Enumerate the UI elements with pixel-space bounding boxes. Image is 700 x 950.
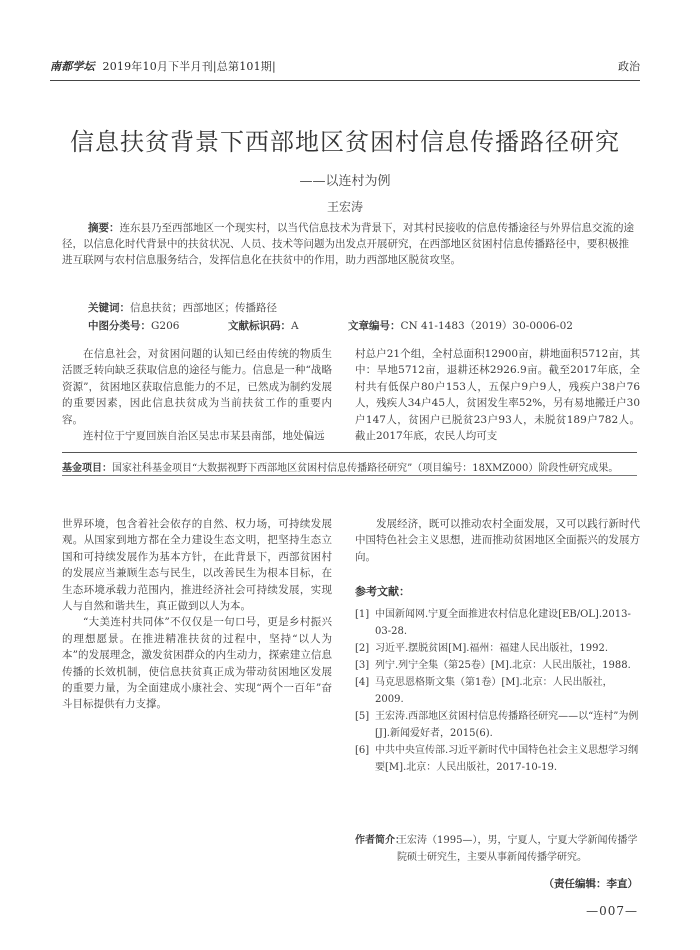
keywords bbox=[88, 300, 277, 315]
author-note-label: 作者简介： bbox=[355, 835, 405, 846]
author-note bbox=[355, 832, 640, 866]
journal-name: 南都学坛 bbox=[50, 60, 95, 73]
article-no-item bbox=[348, 318, 573, 333]
article-no-label: 文章编号： bbox=[348, 320, 401, 332]
section-label: 政治 bbox=[618, 60, 640, 73]
reference-number: [6] bbox=[355, 745, 370, 756]
issue-text: 2019年10月下半月刊|总第101期| bbox=[102, 60, 276, 73]
body-paragraph: “大美连村共同体”不仅仅是一句口号，更是乡村振兴的理想愿景。在推进精准扶贫的过程中，坚持“以人为本”的发展理念，激发贫困群众的内生动力，探索建立信息传播的长效机制，使信息扶贫真正成为带动贫困地区发展的重要力量，为全面建成小康社会、实现“两个一百年”奋斗目标提供有力支撑。 bbox=[62, 616, 332, 711]
reference-text: 王宏涛.西部地区贫困村信息传播路径研究——以“连村”为例[J].新闻爱好者，2015(6). bbox=[375, 711, 639, 739]
header-rule bbox=[50, 80, 640, 81]
references-heading: 参考文献： bbox=[355, 585, 410, 598]
responsible-editor bbox=[544, 876, 639, 891]
keywords-label: 关键词： bbox=[88, 302, 130, 314]
keywords-text: 信息扶贫；西部地区；传播路径 bbox=[130, 302, 277, 314]
abstract bbox=[62, 220, 637, 268]
reference-item bbox=[355, 657, 640, 674]
reference-item bbox=[355, 640, 640, 657]
doc-code-value: A bbox=[291, 320, 299, 332]
body-column-2 bbox=[355, 346, 640, 444]
running-header bbox=[50, 58, 640, 78]
body-column-4 bbox=[355, 516, 640, 565]
reference-item bbox=[355, 708, 640, 742]
fund-text: 国家社科基金项目“大数据视野下西部地区贫困村信息传播路径研究”（项目编号：18XMZ000）阶段性研究成果。 bbox=[112, 463, 619, 474]
footnote-rule-bottom bbox=[62, 475, 637, 476]
reference-number: [5] bbox=[355, 711, 370, 722]
footnote-rule bbox=[62, 452, 637, 453]
editor-close: ） bbox=[627, 878, 638, 890]
reference-number: [1] bbox=[355, 609, 370, 620]
body-paragraph: 村总户21个组，全村总面积12900亩，耕地面积5712亩，其中：旱地5712亩，退耕还林2926.9亩。截至2017年底，全村共有低保户80户153人，五保户9户9人，残疾户38户76人，残疾人34户45人，贫困发生率52%，另有易地搬迁户30户147人，贫困户已脱贫23户93人，未脱贫189户782人。截止2017年底，农民人均可支 bbox=[355, 348, 640, 443]
reference-item bbox=[355, 674, 640, 708]
reference-text: 习近平.摆脱贫困[M].福州：福建人民出版社，1992. bbox=[375, 643, 609, 654]
article-author: 王宏涛 bbox=[326, 200, 363, 214]
article-no-value: CN 41-1483（2019）30-0006-02 bbox=[400, 320, 573, 332]
author-note-text: 王宏涛（1995—），男，宁夏人，宁夏大学新闻传播学院硕士研究生，主要从事新闻传播学研究。 bbox=[397, 835, 638, 863]
clc-label: 中图分类号： bbox=[88, 320, 151, 332]
reference-item bbox=[355, 606, 640, 640]
editor-name: 李直 bbox=[606, 878, 628, 890]
fund-label: 基金项目： bbox=[62, 463, 112, 474]
editor-label: （责任编辑： bbox=[543, 878, 607, 890]
reference-number: [4] bbox=[355, 677, 370, 688]
body-column-3 bbox=[62, 516, 332, 713]
page-number: —007— bbox=[586, 904, 638, 918]
clc-item bbox=[88, 318, 179, 333]
body-paragraph: 连村位于宁夏回族自治区吴忠市某县南部，地处偏远 bbox=[83, 430, 325, 443]
abstract-label: 摘要： bbox=[88, 222, 120, 234]
reference-number: [2] bbox=[355, 643, 370, 654]
journal-issue-line bbox=[50, 58, 276, 74]
doc-code-item bbox=[228, 318, 299, 333]
article-subtitle: ——以连村为例 bbox=[299, 174, 391, 189]
body-paragraph: 发展经济，既可以推动农村全面发展，又可以践行新时代中国特色社会主义思想，进而推动贫困地区全面振兴的发展方向。 bbox=[355, 518, 640, 563]
doc-code-label: 文献标识码： bbox=[228, 320, 291, 332]
reference-text: 列宁.列宁全集（第25卷）[M].北京：人民出版社，1988. bbox=[375, 660, 631, 671]
fund-note bbox=[62, 459, 637, 474]
body-paragraph: 世界环境，包含着社会依存的自然、权力场，可持续发展观。从国家到地方都在全力建设生态文明，把坚持生态立国和可持续发展作为基本方针，在此背景下，西部贫困村的发展应当兼顾生态与民生，以改善民生为根本目标，在生态环境承载力范围内，推进经济社会可持续发展，实现人与自然和谐共生，真正做到以人为本。 bbox=[62, 518, 332, 613]
reference-text: 马克思恩格斯文集（第1卷）[M].北京：人民出版社，2009. bbox=[375, 677, 613, 705]
references-list bbox=[355, 606, 640, 776]
clc-value: G206 bbox=[151, 320, 180, 332]
body-column-1 bbox=[62, 346, 332, 444]
reference-text: 中共中央宣传部.习近平新时代中国特色社会主义思想学习纲要[M].北京：人民出版社，2017-10-19. bbox=[375, 745, 639, 773]
reference-text: 中国新闻网.宁夏全面推进农村信息化建设[EB/OL].2013-03-28. bbox=[375, 609, 631, 637]
reference-number: [3] bbox=[355, 660, 370, 671]
abstract-text: 连东县乃至西部地区一个现实村，以当代信息技术为背景下，对其村民接收的信息传播途径与外界信息交流的途径，以信息化时代背景中的扶贫状况、人员、技术等问题为出发点开展研究，在西部地区贫困村信息传播路径中，要积极推进互联网与农村信息服务结合，发挥信息化在扶贫中的作用，助力西部地区脱贫攻坚。 bbox=[62, 222, 634, 266]
reference-item bbox=[355, 742, 640, 776]
article-title: 信息扶贫背景下西部地区贫困村信息传播路径研究 bbox=[70, 128, 620, 156]
body-paragraph: 在信息社会，对贫困问题的认知已经由传统的物质生活匮乏转向缺乏获取信息的途径与能力。信息是一种“战略资源”，贫困地区获取信息能力的不足，已然成为制约发展的重要因素，因此信息扶贫成为当前扶贫工作的重要内容。 bbox=[62, 348, 332, 426]
